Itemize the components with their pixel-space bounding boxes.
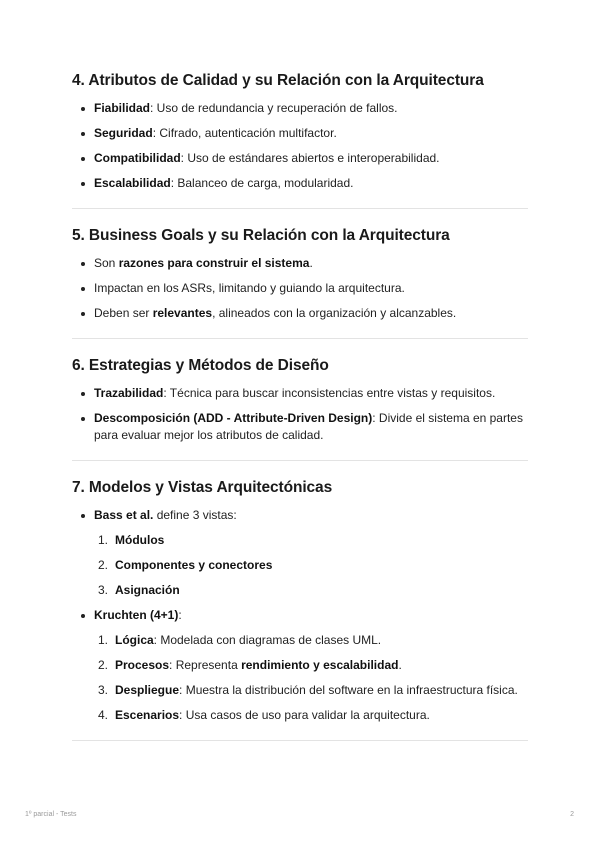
numbered-item xyxy=(94,632,528,649)
item-term: Asignación xyxy=(115,583,180,597)
numbered-item xyxy=(94,657,528,674)
item-text: , alineados con la organización y alcanzables. xyxy=(212,306,457,320)
item-text: : Modelada con diagramas de clases UML. xyxy=(153,633,382,647)
section-4 xyxy=(72,70,528,209)
list-item xyxy=(72,305,528,322)
item-term: Escalabilidad xyxy=(94,176,171,190)
list-item xyxy=(72,150,528,167)
page-number: 2 xyxy=(570,811,574,818)
section-title: 6. Estrategias y Métodos de Diseño xyxy=(72,357,329,374)
numbered-item xyxy=(94,532,528,549)
item-emphasis: rendimiento y escalabilidad xyxy=(241,658,399,672)
item-text: : Cifrado, autenticación multifactor. xyxy=(152,126,337,140)
list-item xyxy=(72,385,528,402)
numbered-list xyxy=(94,632,528,724)
item-term: Trazabilidad xyxy=(94,386,164,400)
item-term: Seguridad xyxy=(94,126,153,140)
list-item xyxy=(72,125,528,142)
bullet-list xyxy=(72,100,528,192)
item-text: : Uso de redundancia y recuperación de fallos. xyxy=(150,101,398,115)
item-term: Fiabilidad xyxy=(94,101,151,115)
item-text: : Usa casos de uso para validar la arquitectura. xyxy=(179,708,430,722)
item-term: Kruchten (4+1) xyxy=(94,608,179,622)
list-item-bass xyxy=(72,507,528,599)
item-term: Módulos xyxy=(115,533,165,547)
section-7 xyxy=(72,477,528,741)
item-text: : Muestra la distribución del software en la infraestructura física. xyxy=(179,683,518,697)
item-text: define 3 vistas: xyxy=(153,508,237,522)
item-text: : Representa xyxy=(169,658,242,672)
item-number: 1. xyxy=(98,533,109,547)
item-term: Escenarios xyxy=(115,708,180,722)
item-text: . xyxy=(309,256,313,270)
numbered-item xyxy=(94,582,528,599)
item-term: Componentes y conectores xyxy=(115,558,273,572)
item-text: : Balanceo de carga, modularidad. xyxy=(170,176,354,190)
item-prefix: Son xyxy=(94,256,119,270)
bullet-list xyxy=(72,385,528,444)
item-number: 2. xyxy=(98,558,109,572)
footer-title: 1º parcial - Tests xyxy=(25,811,77,818)
list-item xyxy=(72,255,528,272)
list-item-kruchten xyxy=(72,607,528,724)
numbered-item xyxy=(94,557,528,574)
item-term: razones para construir el sistema xyxy=(118,256,310,270)
item-term: Despliegue xyxy=(115,683,180,697)
item-text: : xyxy=(178,608,182,622)
item-text: . xyxy=(398,658,402,672)
item-text: Impactan en los ASRs, limitando y guiando la arquitectura. xyxy=(94,281,405,295)
page-footer xyxy=(25,811,574,818)
item-term: relevantes xyxy=(152,306,213,320)
item-term: Lógica xyxy=(115,633,154,647)
item-number: 1. xyxy=(98,633,109,647)
bullet-list xyxy=(72,507,528,724)
item-number: 3. xyxy=(98,683,109,697)
list-item xyxy=(72,100,528,117)
section-title: 7. Modelos y Vistas Arquitectónicas xyxy=(72,479,333,496)
item-number: 4. xyxy=(98,708,109,722)
item-prefix: Deben ser xyxy=(94,306,153,320)
numbered-item xyxy=(94,707,528,724)
numbered-list xyxy=(94,532,528,599)
bullet-list xyxy=(72,255,528,322)
item-text: : Técnica para buscar inconsistencias entre vistas y requisitos. xyxy=(163,386,496,400)
item-term: Compatibilidad xyxy=(94,151,181,165)
item-term: Bass et al. xyxy=(94,508,154,522)
item-text: : Divide el sistema en partes para evaluar mejor los atributos de calidad. xyxy=(94,411,523,442)
list-item xyxy=(72,410,528,444)
list-item xyxy=(72,280,528,297)
section-5 xyxy=(72,225,528,339)
list-item xyxy=(72,175,528,192)
item-term: Descomposición (ADD - Attribute-Driven Design) xyxy=(94,411,373,425)
document-page xyxy=(72,70,528,757)
item-number: 3. xyxy=(98,583,109,597)
item-number: 2. xyxy=(98,658,109,672)
numbered-item xyxy=(94,682,528,699)
section-title: 5. Business Goals y su Relación con la Arquitectura xyxy=(72,227,450,244)
item-text: : Uso de estándares abiertos e interoperabilidad. xyxy=(180,151,440,165)
item-term: Procesos xyxy=(115,658,170,672)
section-6 xyxy=(72,355,528,461)
section-title: 4. Atributos de Calidad y su Relación con la Arquitectura xyxy=(72,72,484,89)
